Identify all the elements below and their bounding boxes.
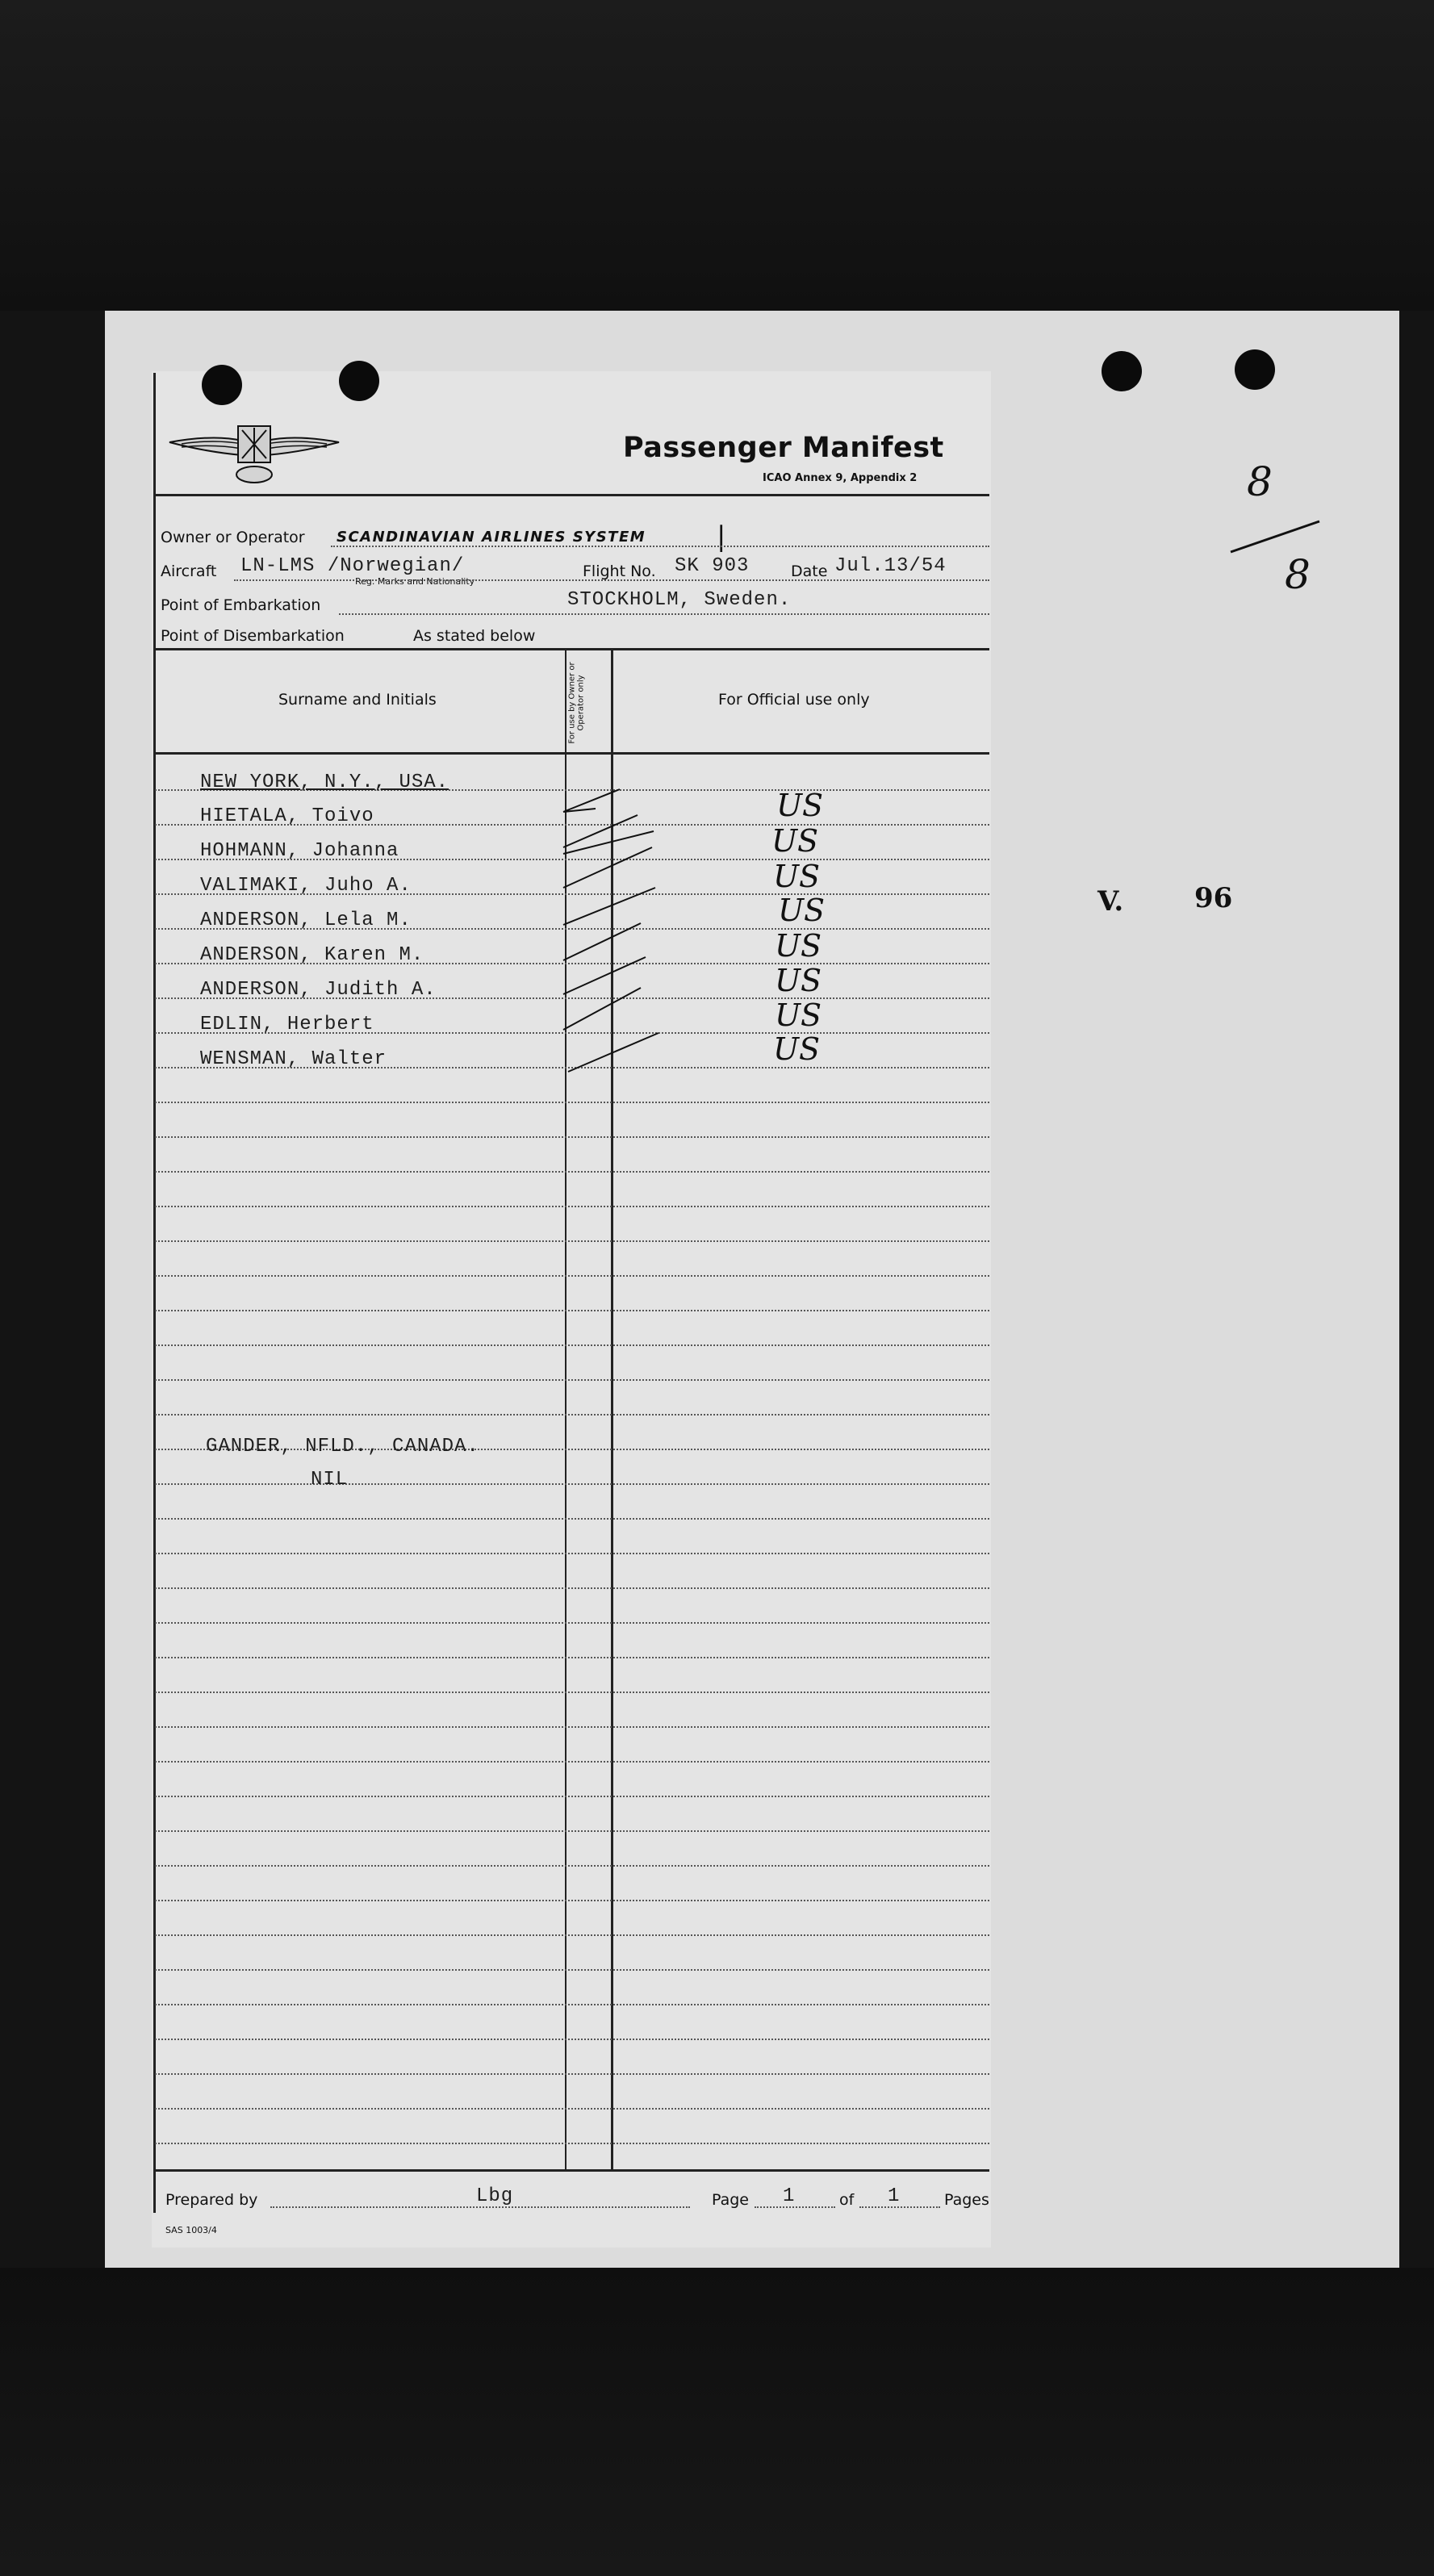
table-ruled-line [155, 1275, 989, 1277]
official-mark: US [778, 893, 826, 928]
manifest-title: Passenger Manifest [623, 432, 944, 464]
scan-border-top [0, 0, 1434, 311]
disembarkation-value: As stated below [413, 627, 536, 645]
punch-hole [202, 365, 242, 405]
aircraft-sublabel: Reg. Marks and Nationality [355, 576, 475, 587]
section-heading: GANDER, NFLD., CANADA. [206, 1436, 479, 1457]
owner-tick: | [717, 521, 726, 553]
passenger-name: HIETALA, Toivo [200, 805, 374, 827]
table-ruled-line [155, 1657, 989, 1658]
date-label: Date [791, 562, 828, 580]
official-mark: US [771, 823, 819, 859]
punch-hole [1235, 349, 1275, 390]
date-value: Jul.13/54 [834, 555, 947, 577]
of-label: of [839, 2191, 855, 2209]
owner-label: Owner or Operator [161, 529, 305, 546]
tally-number: 96 [1194, 882, 1233, 914]
col-header-official: For Official use only [718, 691, 870, 709]
manifest-subtitle: ICAO Annex 9, Appendix 2 [763, 472, 918, 484]
flight-label: Flight No. [583, 562, 656, 580]
table-ruled-line [155, 1969, 989, 1971]
embarkation-value: STOCKHOLM, Sweden. [567, 589, 792, 611]
official-mark: US [775, 997, 822, 1033]
footer-rule [153, 2169, 989, 2172]
table-ruled-line [155, 1379, 989, 1381]
check-marks [557, 767, 686, 1081]
table-ruled-line [155, 1761, 989, 1763]
passenger-name: EDLIN, Herbert [200, 1014, 374, 1035]
flight-value: SK 903 [675, 555, 750, 577]
official-mark: US [775, 963, 822, 998]
aircraft-value: LN-LMS /Norwegian/ [240, 555, 465, 577]
official-mark: US [775, 928, 822, 964]
page-label: Page [712, 2191, 749, 2209]
table-ruled-line [155, 1692, 989, 1693]
table-ruled-line [155, 2004, 989, 2005]
table-ruled-line [155, 1240, 989, 1242]
table-ruled-line [155, 1414, 989, 1416]
table-ruled-line [155, 1830, 989, 1832]
nil-entry: NIL [311, 1469, 349, 1491]
passenger-name: HOHMANN, Johanna [200, 840, 399, 862]
official-mark: US [773, 859, 821, 894]
margin-fraction-top: 8 [1247, 458, 1273, 505]
table-ruled-line [155, 2039, 989, 2040]
table-ruled-line [155, 1171, 989, 1173]
prepared-value: Lbg [476, 2185, 514, 2207]
aircraft-line [234, 579, 989, 581]
table-ruled-line [155, 2108, 989, 2110]
aircraft-label: Aircraft [161, 562, 217, 580]
table-ruled-line [155, 1553, 989, 1554]
header-bottom-rule [153, 752, 989, 755]
table-ruled-line [155, 1344, 989, 1346]
passenger-name: WENSMAN, Walter [200, 1048, 387, 1070]
table-ruled-line [155, 1518, 989, 1520]
table-ruled-line [155, 1796, 989, 1797]
table-ruled-line [155, 1900, 989, 1901]
disembarkation-label: Point of Disembarkation [161, 627, 345, 645]
table-ruled-line [155, 1587, 989, 1589]
col-header-names: Surname and Initials [278, 691, 437, 709]
section-heading: NEW YORK, N.Y., USA. [200, 772, 449, 793]
col-header-owner: For use by Owner or Operator only [567, 662, 586, 744]
table-top-rule [153, 648, 989, 650]
official-mark: US [773, 1031, 821, 1067]
passenger-name: ANDERSON, Judith A. [200, 979, 437, 1001]
airline-logo [165, 418, 343, 491]
table-ruled-line [155, 1934, 989, 1936]
table-ruled-line [155, 2143, 989, 2144]
margin-fraction-bottom: 8 [1285, 551, 1311, 598]
punch-hole [339, 361, 379, 401]
left-border [153, 373, 156, 2213]
punch-hole [1102, 351, 1142, 391]
owner-line [331, 546, 989, 547]
embarkation-line [339, 613, 989, 615]
table-ruled-line [155, 1102, 989, 1103]
table-ruled-line [155, 1865, 989, 1867]
pages-label: Pages [944, 2191, 989, 2209]
table-ruled-line [155, 1622, 989, 1624]
prepared-label: Prepared by [165, 2191, 258, 2209]
table-ruled-line [155, 1206, 989, 1207]
form-code: SAS 1003/4 [165, 2225, 217, 2235]
of-value: 1 [888, 2185, 901, 2207]
passenger-name: ANDERSON, Karen M. [200, 944, 424, 966]
embarkation-label: Point of Embarkation [161, 596, 321, 614]
scan-border-bottom [0, 2268, 1434, 2576]
passenger-name: VALIMAKI, Juho A. [200, 875, 412, 897]
tally-mark: V. [1097, 885, 1124, 918]
table-ruled-line [155, 1483, 989, 1485]
passenger-name: ANDERSON, Lela M. [200, 910, 412, 931]
official-mark: US [776, 788, 824, 823]
table-ruled-line [155, 1136, 989, 1138]
page-value: 1 [783, 2185, 796, 2207]
table-ruled-line [155, 1310, 989, 1311]
table-ruled-line [155, 2073, 989, 2075]
table-ruled-line [155, 1726, 989, 1728]
owner-value: SCANDINAVIAN AIRLINES SYSTEM [337, 529, 646, 546]
title-rule [153, 494, 989, 496]
